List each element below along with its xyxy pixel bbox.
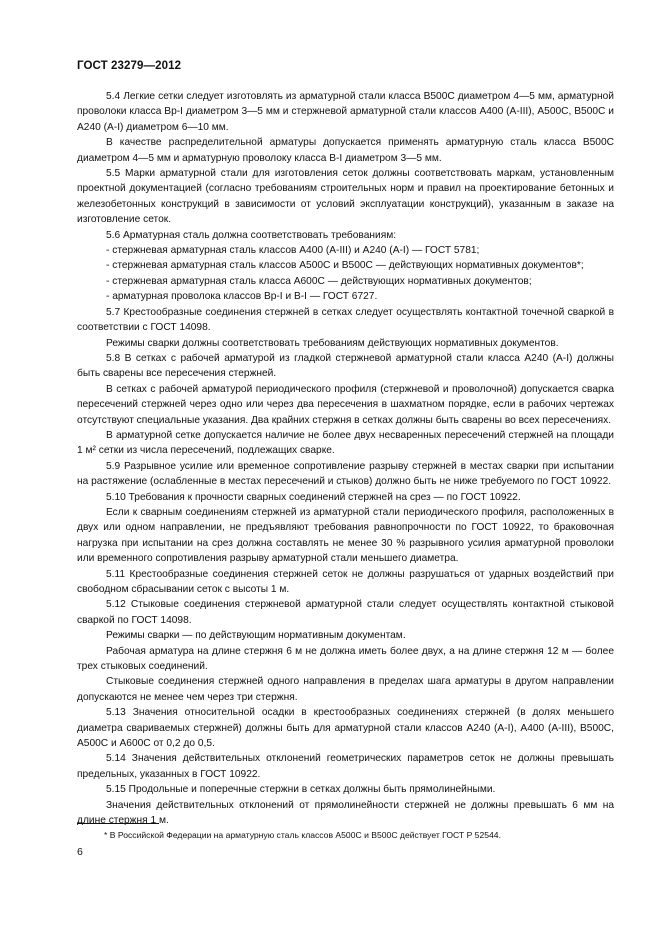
paragraph-5-11: 5.11 Крестообразные соединения стержней сеток не должны разрушаться от ударных воздействий при свободном сбрасывании сеток с высоты 1 м.: [77, 568, 614, 595]
paragraph-5-12: 5.12 Стыковые соединения стержневой арматурной стали следует осуществлять контактной стыковой сваркой по ГОСТ 14098.: [77, 599, 614, 626]
paragraph-5-15: 5.15 Продольные и поперечные стержни в сетках должны быть прямолинейными.: [106, 784, 496, 796]
paragraph: В качестве распределительной арматуры допускается применять арматурную сталь класса В500С диаметром 4—5 мм и арматурную проволоку класса В-I диаметром 3—5 мм.: [77, 137, 614, 164]
page-number: 6: [77, 846, 83, 858]
list-item: - стержневая арматурная сталь классов А500С и В500С — действующих нормативных документов*;: [106, 260, 584, 272]
paragraph: В сетках с рабочей арматурой периодического профиля (стержневой и проволочной) допускается сварка пересечений стержней через одно или через два пересечения в шахматном порядке, если в рабочих чертежах отсутствуют специальные указания. Два крайних стержня в сетках должны быть сварены во всех пересечениях.: [77, 383, 614, 426]
document-header: ГОСТ 23279—2012: [77, 60, 182, 72]
paragraph: Режимы сварки — по действующим нормативным документам.: [106, 630, 406, 642]
paragraph-5-13: 5.13 Значения относительной осадки в крестообразных соединениях стержней (в долях меньшего диаметра свариваемых стержней) должны быть для арматурной стали классов А240 (А-I), А400 (А-III), В500С, А500С и А600С от 0,2 до 0,5.: [77, 707, 614, 750]
paragraph-5-7: 5.7 Крестообразные соединения стержней в сетках следует осуществлять контактной точечной сваркой в соответствии с ГОСТ 14098.: [77, 306, 614, 334]
list-item: - стержневая арматурная сталь классов А400 (А-III) и А240 (А-I) — ГОСТ 5781;: [106, 245, 480, 257]
paragraph-5-6: 5.6 Арматурная сталь должна соответствовать требованиям:: [106, 229, 397, 241]
paragraph: Значения действительных отклонений от прямолинейности стержней не должны превышать 6 мм на длине стержня 1 м.: [77, 799, 614, 827]
paragraph-5-5: 5.5 Марки арматурной стали для изготовления сеток должны соответствовать маркам, установленным проектной документацией (согласно требованиям строительных норм и правил на проектирование бетонных и железобетонных конструкций в зависимости от условий эксплуатации конструкций), указанным в заказе на изготовление сеток.: [77, 168, 614, 226]
paragraph-5-10: 5.10 Требования к прочности сварных соединений стержней на срез — по ГОСТ 10922.: [106, 491, 521, 503]
paragraph: Рабочая арматура на длине стержня 6 м не должна иметь более двух, а на длине стержня 12 м — более трех стыковых соединений.: [77, 645, 614, 673]
footnote-divider: [77, 823, 159, 824]
list-item: - арматурная проволока классов Вр-I и В-I — ГОСТ 6727.: [106, 291, 378, 303]
paragraph-5-8: 5.8 В сетках с рабочей арматурой из гладкой стержневой арматурной стали класса А240 (А-I) должны быть сварены все пересечения стержней.: [77, 352, 614, 380]
document-body: [77, 89, 614, 829]
paragraph: В арматурной сетке допускается наличие не более двух несваренных пересечений стержней на площади 1 м² сетки из числа пересечений, подлежащих сварке.: [77, 429, 614, 457]
paragraph-5-14: 5.14 Значения действительных отклонений геометрических параметров сеток не должны превышать предельных, указанных в ГОСТ 10922.: [77, 753, 614, 780]
paragraph-5-4: 5.4 Легкие сетки следует изготовлять из арматурной стали класса В500С диаметром 4—5 мм, арматурной проволоки класса Вр-I диаметром 3—5 мм и стержневой арматурной стали классов А400 (А-III), А500С, В500С и А240 (А-I) диаметром 6—10 мм.: [77, 91, 614, 133]
paragraph: Режимы сварки должны соответствовать требованиям действующих нормативных документов.: [106, 337, 559, 349]
list-item: - стержневая арматурная сталь класса А600С — действующих нормативных документов;: [106, 275, 532, 287]
paragraph: Если к сварным соединениям стержней из арматурной стали периодического профиля, расположенных в двух или одном направлении, не предъявляют требования равнопрочности по ГОСТ 10922, то браковочная нагрузка при испытании на срез должна составлять не менее 30 % разрывного усилия арматурной проволоки или временного сопротивления разрыву арматурной стали меньшего диаметра.: [77, 506, 614, 565]
paragraph: Стыковые соединения стержней одного направления в пределах шага арматуры в другом направлении допускаются не менее чем через три стержня.: [77, 676, 614, 703]
paragraph-5-9: 5.9 Разрывное усилие или временное сопротивление разрыву стержней в местах сварки при испытании на растяжение (ослабленные в местах пересечений и стыков) должно быть не ниже требуемого по ГОСТ 10922.: [77, 460, 614, 488]
footnote: * В Российской Федерации на арматурную сталь классов А500С и В500С действует ГОСТ Р 52544.: [104, 830, 501, 840]
